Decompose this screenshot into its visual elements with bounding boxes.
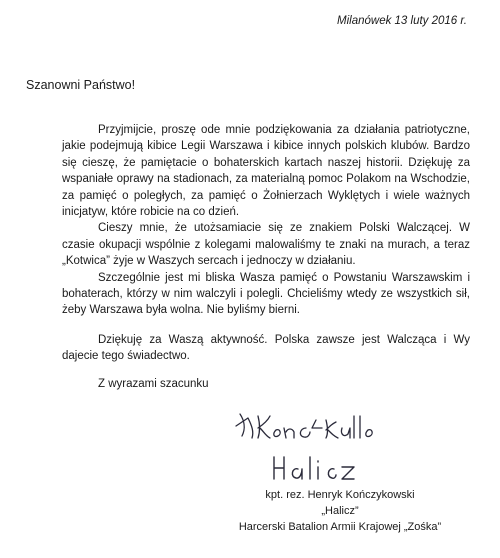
paragraph-closing-thanks: Dziękuję za Waszą aktywność. Polska zawsze jest Walcząca i Wy dajecie tego świadectwo. xyxy=(62,333,470,363)
letter-body xyxy=(62,122,470,365)
salutation: Szanowni Państwo! xyxy=(26,78,136,92)
signature-name: kpt. rez. Henryk Kończykowski xyxy=(265,489,415,501)
paragraph-uprising: Szczególnie jest mi bliska Wasza pamięć o Powstaniu Warszawskim i bohaterach, którzy w nim walczyli i polegli. Chcieliśmy wtedy ze wszystkich sił, żeby Warszawa była wolna. Nie byliśmy bierni. xyxy=(62,271,470,317)
handwritten-signature-surname xyxy=(232,406,382,446)
closing-formula: Z wyrazami szacunku xyxy=(98,378,209,390)
paragraph-thanks: Przyjmijcie, proszę ode mnie podziękowania za działania patriotyczne, jakie podejmują kibice Legii Warszawa i kibice innych polskich klubów. Bardzo się cieszę, że pamiętacie o bohaterskich kartach naszej historii. Dziękuję za wspaniałe oprawy na stadionach, za materialną pomoc Polakom na Wschodzie, za pamięć o poległych, za pamięć o Żołnierzach Wyklętych i wiele ważnych inicjatyw, które robicie na co dzień. xyxy=(62,124,470,219)
signature-pseudonym: „Halicz” xyxy=(321,505,359,517)
signature-block xyxy=(210,487,470,535)
letter-date: Milanówek 13 luty 2016 r. xyxy=(337,15,467,27)
paragraph-kotwica: Cieszy mnie, że utożsamiacie się ze znakiem Polski Walczącej. W czasie okupacji wspólnie z kolegami malowaliśmy te znaki na murach, a teraz „Kotwica” żyje w Waszych sercach i jednoczy w działaniu. xyxy=(62,222,470,268)
signature-unit: Harcerski Batalion Armii Krajowej „Zośka” xyxy=(238,521,442,533)
handwritten-signature-pseudonym xyxy=(268,453,358,483)
